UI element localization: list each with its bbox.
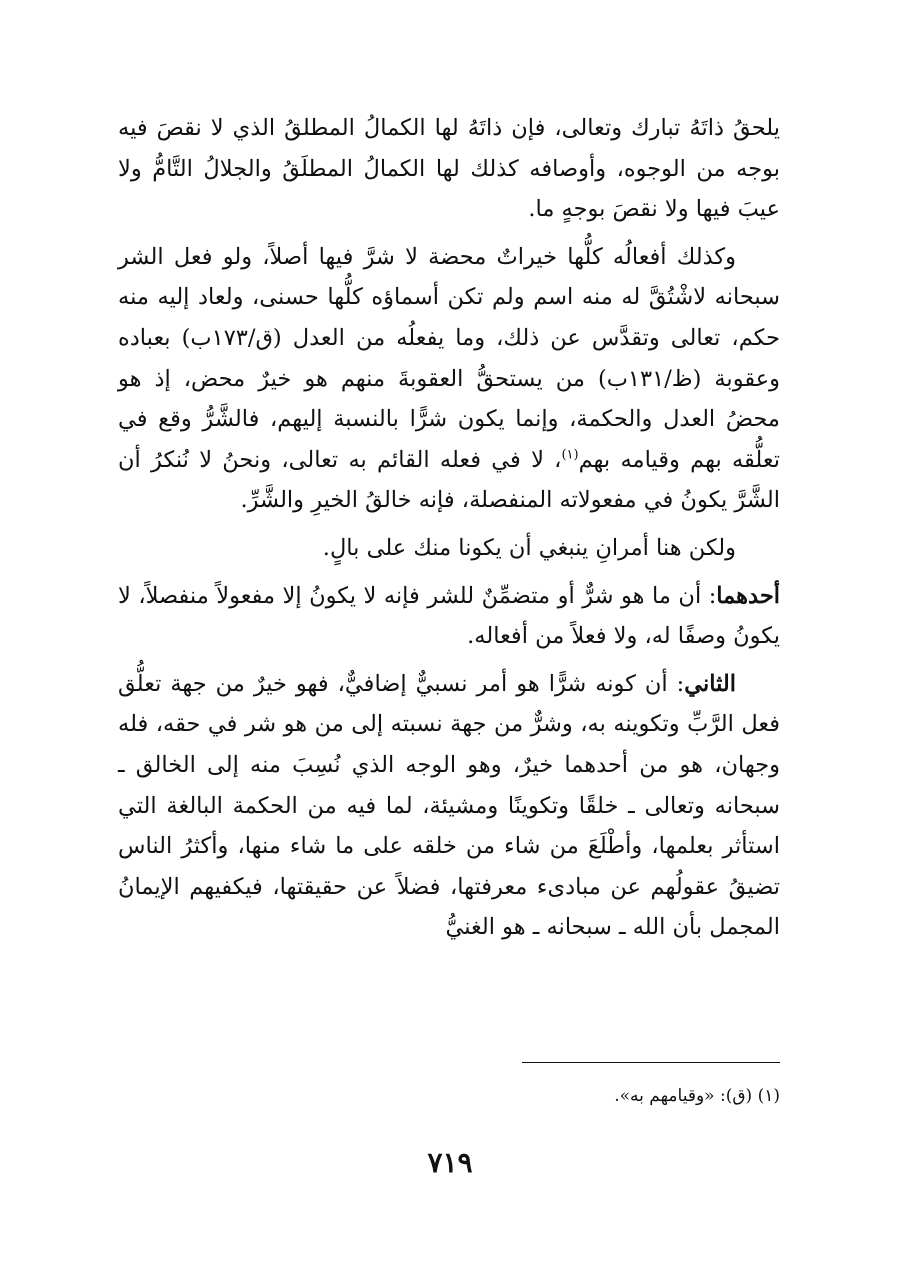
paragraph-4-text: : أن ما هو شرٌّ أو متضمِّنٌ للشر فإنه لا يكونُ إلا مفعولاً منفصلاً، لا يكونُ وصفًا له، ولا فعلاً من أفعاله. [118,582,780,650]
footnote-number: (١) [757,1086,780,1106]
paragraph-2-text-before-ref: وكذلك أفعالُه كلُّها خيراتٌ محضة لا شرَّ فيها أصلاً، ولو فعل الشر سبحانه لاشْتُقَّ له منه اسم ولم تكن أسماؤه كلُّها حسنى، ولعاد إليه منه حكم، تعالى وتقدَّس عن ذلك، وما يفعلُه من العدل (ق/١٧٣ب) بعباده وعقوبة (ظ/١٣١ب) من يستحقُّ العقوبةَ منهم هو خيرٌ محض، إذ هو محضُ العدل والحكمة، وإنما يكون شرًّا بالنسبة إليهم، فالشَّرُّ وقع في تعلُّقه بهم وقيامه بهم [118,243,781,473]
footnote [118,1082,780,1110]
footnote-reference: (١) [561,447,579,463]
main-text [118,108,780,955]
paragraph-1-text: يلحقُ ذاتَهُ تبارك وتعالى، فإن ذاتَهُ لها الكمالُ المطلقُ الذي لا نقصَ فيه بوجه من الوجوه، وأوصافه كذلك لها الكمالُ المطلَقُ والجلالُ التَّامُّ ولا عيبَ فيها ولا نقصَ بوجهٍ ما. [118,115,780,223]
paragraph-5-label: الثاني [684,670,736,697]
paragraph-2 [118,237,780,521]
page-number: ٧١٩ [427,1146,473,1179]
paragraph-1 [118,108,780,230]
footnote-text: (ق): «وقيامهم به». [614,1086,753,1106]
paragraph-2-text-after-ref: ، لا في فعله القائم به تعالى، ونحنُ لا نُنكرُ أن الشَّرَّ يكونُ في مفعولاته المنفصلة، فإنه خالقُ الخيرِ والشَّرِّ. [118,446,780,514]
paragraph-5 [118,664,780,948]
paragraph-3 [118,528,780,569]
footnote-divider [522,1062,780,1063]
paragraph-5-text: : أن كونه شرًّا هو أمر نسبيٌّ إضافيٌّ، فهو خيرٌ من جهة تعلُّق فعل الرَّبِّ وتكوينه به، وشرٌّ من جهة نسبته إلى من هو شر في حقه، فله وجهان، هو من أحدهما خيرٌ، وهو الوجه الذي نُسِبَ منه إلى الخالق ـ سبحانه وتعالى ـ خلقًا وتكوينًا ومشيئة، لما فيه من الحكمة البالغة التي استأثر بعلمها، وأطْلَعَ من شاء من خلقه على ما شاء منها، وأكثرُ الناس تضيقُ عقولُهم عن مبادىء معرفتها، فضلاً عن حقيقتها، فيكفيهم الإيمانُ المجمل بأن الله ـ سبحانه ـ هو الغنيُّ [118,670,780,941]
paragraph-4-label: أحدهما [716,582,780,609]
paragraph-4 [118,576,780,657]
paragraph-3-text: ولكن هنا أمرانِ ينبغي أن يكونا منك على بالٍ. [322,534,736,561]
